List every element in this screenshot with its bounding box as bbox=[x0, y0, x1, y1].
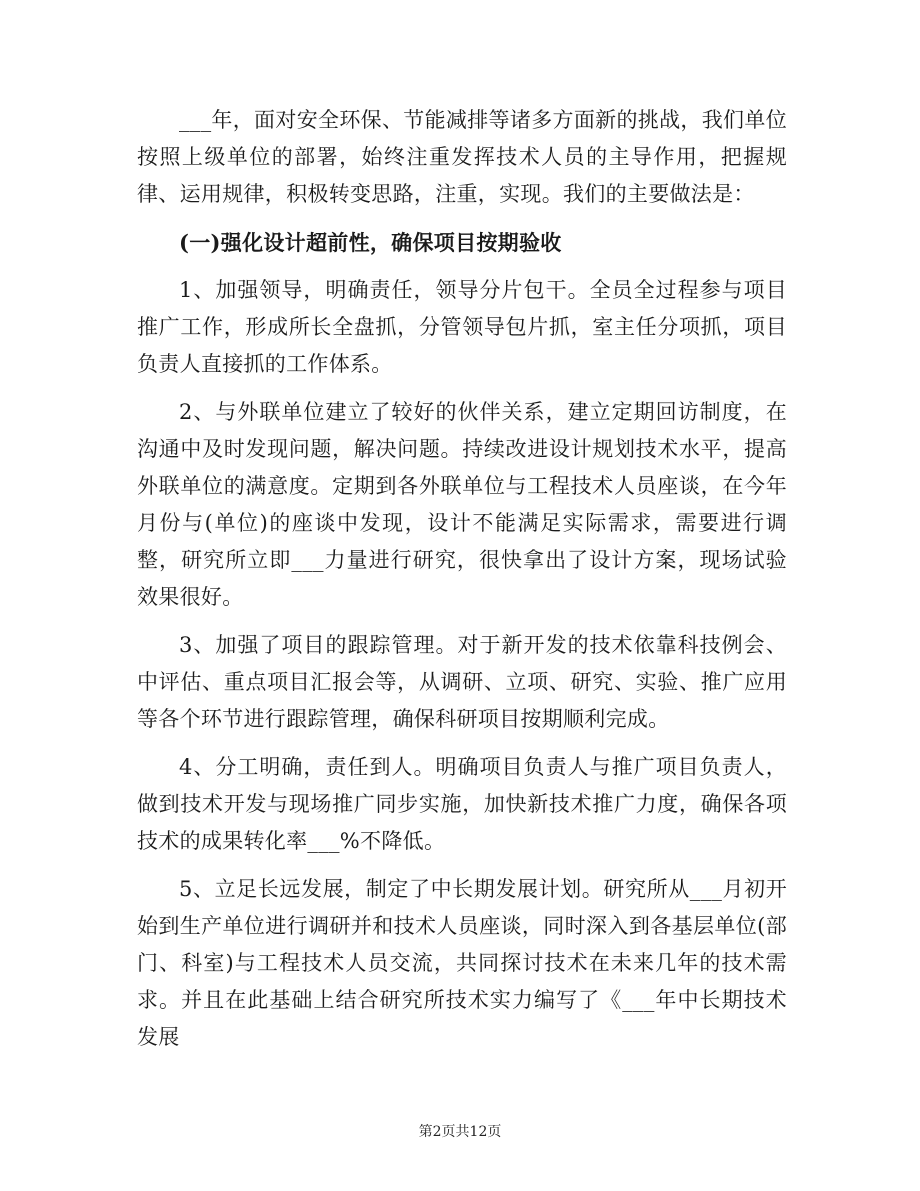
item-paragraph-2: 2、与外联单位建立了较好的伙伴关系，建立定期回访制度，在沟通中及时发现问题，解决问题。持续改进设计规划技术水平，提高外联单位的满意度。定期到各外联单位与工程技术人员座谈，在今年月份与(单位)的座谈中发现，设计不能满足实际需求，需要进行调整，研究所立即___力量进行研究，很快拿出了设计方案，现场试验效果很好。 bbox=[137, 400, 787, 609]
page-footer: 第2页共12页 bbox=[418, 1124, 502, 1140]
document-body bbox=[137, 102, 787, 1056]
item-paragraph-4: 4、分工明确，责任到人。明确项目负责人与推广项目负责人，做到技术开发与现场推广同步实施，加快新技术推广力度，确保各项技术的成果转化率___%不降低。 bbox=[137, 755, 787, 853]
item-paragraph-3: 3、加强了项目的跟踪管理。对于新开发的技术依靠科技例会、中评估、重点项目汇报会等，从调研、立项、研究、实验、推广应用等各个环节进行跟踪管理，确保科研项目按期顺利完成。 bbox=[137, 633, 787, 731]
intro-paragraph: ___年，面对安全环保、节能减排等诸多方面新的挑战，我们单位按照上级单位的部署，始终注重发挥技术人员的主导作用，把握规律、运用规律，积极转变思路，注重，实现。我们的主要做法是： bbox=[137, 108, 787, 206]
item-paragraph-1: 1、加强领导，明确责任，领导分片包干。全员全过程参与项目推广工作，形成所长全盘抓，分管领导包片抓，室主任分项抓，项目负责人直接抓的工作体系。 bbox=[137, 278, 787, 376]
section-heading: (一)强化设计超前性，确保项目按期验收 bbox=[179, 230, 562, 255]
item-paragraph-5: 5、立足长远发展，制定了中长期发展计划。研究所从___月初开始到生产单位进行调研并和技术人员座谈，同时深入到各基层单位(部门、科室)与工程技术人员交流，共同探讨技术在未来几年的技术需求。并且在此基础上结合研究所技术实力编写了《___年中长期技术发展 bbox=[137, 877, 787, 1049]
